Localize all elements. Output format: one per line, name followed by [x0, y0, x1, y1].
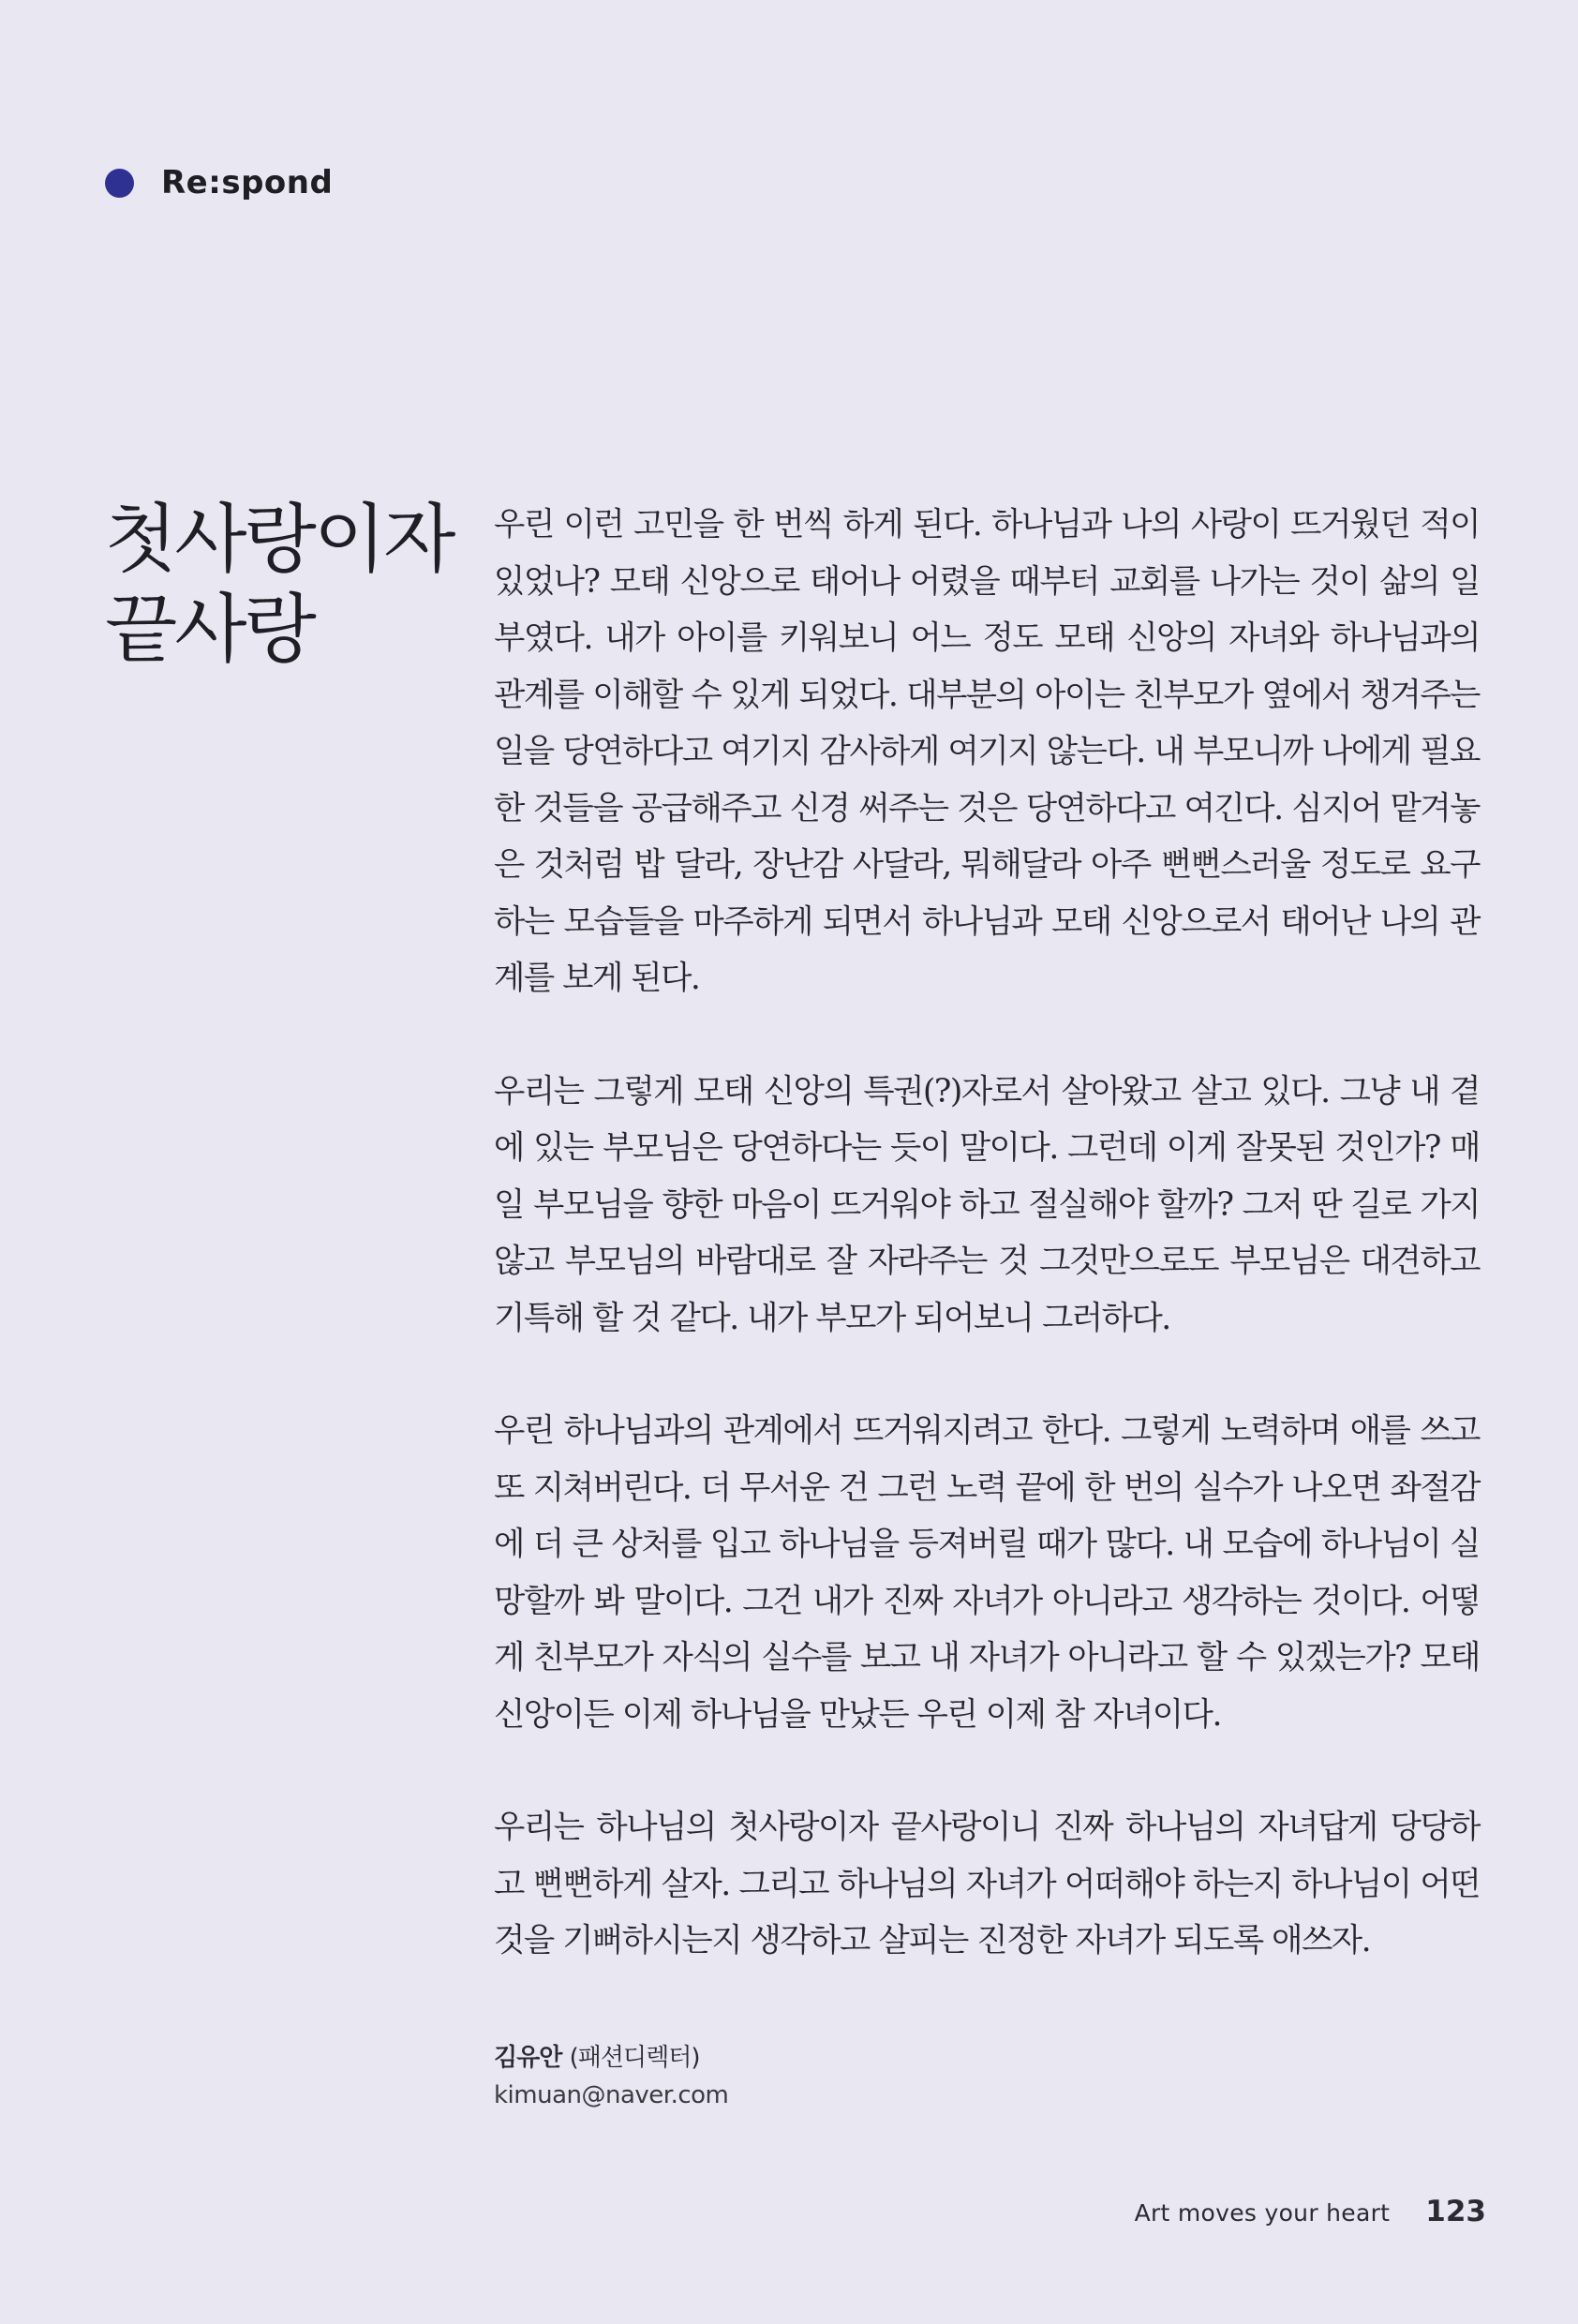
author-email[interactable]: kimuan@naver.com [494, 2081, 729, 2109]
page-footer [1135, 2195, 1486, 2228]
article-body [494, 497, 1480, 2026]
author-byline [494, 2039, 728, 2114]
section-label: Re:spond [161, 164, 334, 201]
paragraph-2: 우리는 그렇게 모태 신앙의 특권(?)자로서 살아왔고 살고 있다. 그냥 내 곁에 있는 부모님은 당연하다는 듯이 말이다. 그런데 이게 잘못된 것인가? 매일 부모님을 향한 마음이 뜨거워야 하고 절실해야 할까? 그저 딴 길로 가지 않고 부모님의 바람대로 잘 자라주는 것 그것만으로도 부모님은 대견하고 기특해 할 것 같다. 내가 부모가 되어보니 그러하다. [494, 1072, 1480, 1337]
circle-bullet-icon [105, 169, 134, 198]
article-title [105, 495, 461, 675]
section-tag [105, 162, 333, 203]
author-name: 김유안 [494, 2044, 562, 2072]
page-number: 123 [1425, 2195, 1486, 2228]
article-title-line-2: 끝사랑 [105, 586, 314, 673]
paragraph-3: 우린 하나님과의 관계에서 뜨거워지려고 한다. 그렇게 노력하며 애를 쓰고 또 지쳐버린다. 더 무서운 건 그런 노력 끝에 한 번의 실수가 나오면 좌절감에 더 큰 상처를 입고 하나님을 등져버릴 때가 많다. 내 모습에 하나님이 실망할까 봐 말이다. 그건 내가 진짜 자녀가 아니라고 생각하는 것이다. 어떻게 친부모가 자식의 실수를 보고 내 자녀가 아니라고 할 수 있겠는가? 모태 신앙이든 이제 하나님을 만났든 우린 이제 참 자녀이다. [494, 1412, 1480, 1734]
author-role: (패션디렉터) [569, 2044, 700, 2072]
paragraph-1: 우린 이런 고민을 한 번씩 하게 된다. 하나님과 나의 사랑이 뜨거웠던 적이 있었나? 모태 신앙으로 태어나 어렸을 때부터 교회를 나가는 것이 삶의 일부였다. 내가 아이를 키워보니 어느 정도 모태 신앙의 자녀와 하나님과의 관계를 이해할 수 있게 되었다. 대부분의 아이는 친부모가 옆에서 챙겨주는 일을 당연하다고 여기지 감사하게 여기지 않는다. 내 부모니까 나에게 필요한 것들을 공급해주고 신경 써주는 것은 당연하다고 여긴다. 심지어 맡겨놓은 것처럼 밥 달라, 장난감 사달라, 뭐해달라 아주 뻔뻔스러울 정도로 요구하는 모습들을 마주하게 되면서 하나님과 모태 신앙으로서 태어난 나의 관계를 보게 된다. [494, 506, 1480, 997]
footer-tagline: Art moves your heart [1134, 2199, 1391, 2227]
author-name-row [494, 2039, 728, 2077]
paragraph-4: 우리는 하나님의 첫사랑이자 끝사랑이니 진짜 하나님의 자녀답게 당당하고 뻔뻔하게 살자. 그리고 하나님의 자녀가 어떠해야 하는지 하나님이 어떤 것을 기뻐하시는지 생각하고 살피는 진정한 자녀가 되도록 애쓰자. [494, 1809, 1480, 1959]
article-title-line-1: 첫사랑이자 [105, 496, 454, 583]
